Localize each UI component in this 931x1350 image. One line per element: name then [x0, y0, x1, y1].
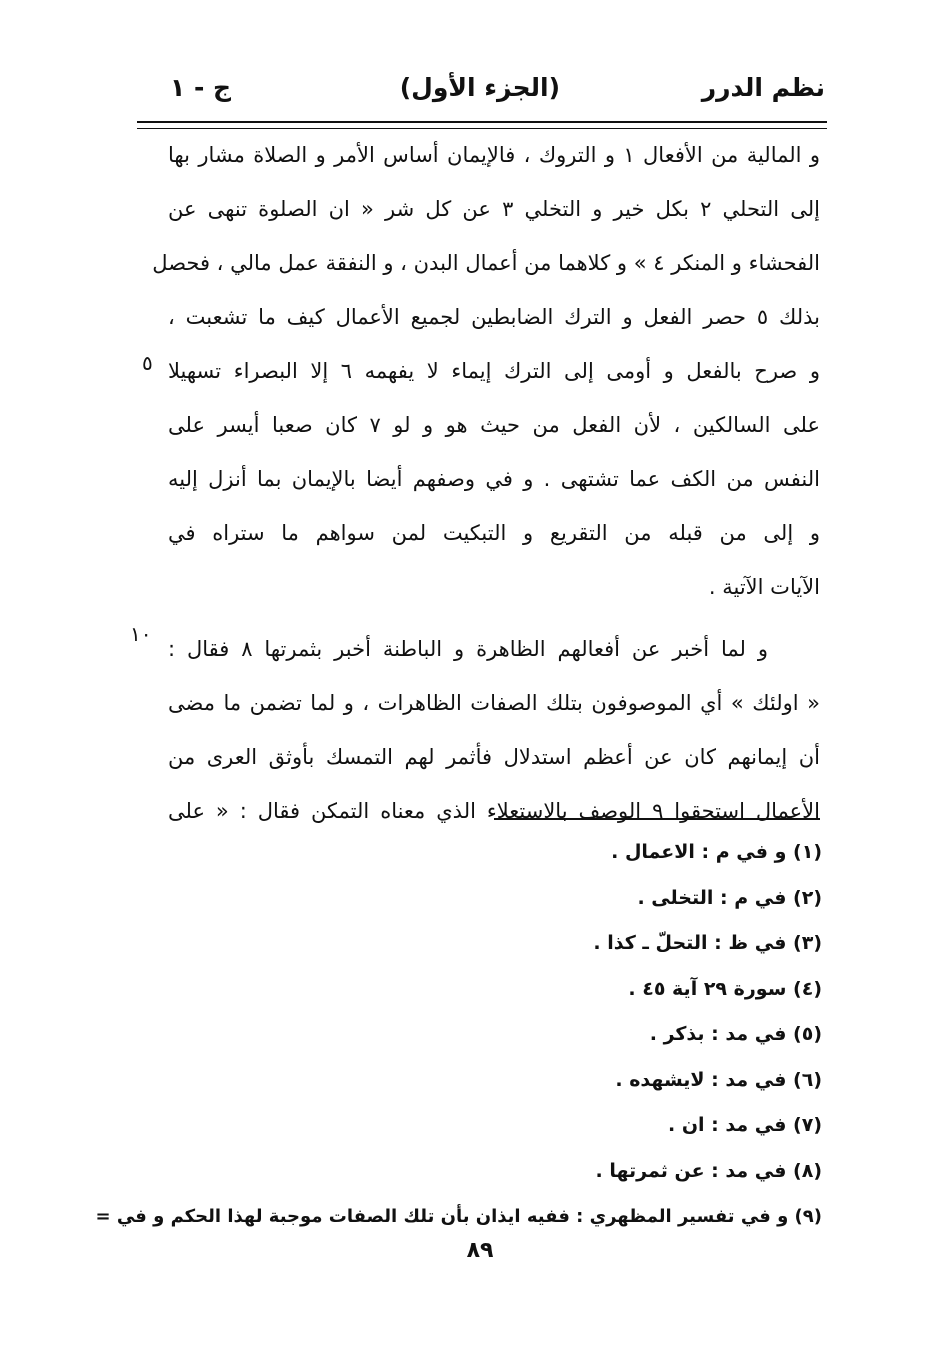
page-number: ٨٩ — [466, 1238, 494, 1263]
footnote-item: (٨) في مد : عن ثمرتها . — [595, 1159, 822, 1182]
footnote-item: (٧) في مد : ان . — [667, 1114, 822, 1136]
part-title: (الجزء الأول) — [399, 73, 560, 102]
footnote-divider — [494, 818, 820, 820]
text-line: على السالكين ، لأن الفعل من حيث هو و لو ٧ كان صعبا أيسر على — [168, 413, 820, 437]
line-number-10: ١٠ — [130, 622, 152, 646]
text-line: و إلى من قبله من التقريع و التبكيت لمن سواهم ما ستراه في — [168, 521, 820, 545]
footnote-item: (٩) و في تفسير المظهري : ففيه ايذان بأن تلك الصفات موجبة لهذا الحكم و في = — [95, 1206, 822, 1227]
line-number-5: ٥ — [142, 351, 153, 375]
footnote-item: (٣) في ظ : التحلّ ـ كذا . — [593, 932, 822, 954]
text-line: « اولئك » أي الموصوفون بتلك الصفات الظاهرات ، و لما تضمن ما مضى — [168, 691, 820, 715]
footnote-item: (٦) في مد : لايشهده . — [615, 1068, 822, 1091]
main-text — [152, 128, 820, 838]
text-line: و صرح بالفعل و أومى إلى الترك إيماء لا يفهمه ٦ إلا البصراء تسهيلا — [168, 359, 820, 383]
text-line: بذلك ٥ حصر الفعل و الترك الضابطين لجميع الأعمال كيف ما تشعبت ، — [168, 305, 820, 329]
text-line: الآيات الآتية . — [708, 575, 820, 599]
text-line: و لما أخبر عن أفعالهم الظاهرة و الباطنة أخبر بثمرتها ٨ فقال : — [168, 637, 768, 661]
text-line: إلى التحلي ٢ بكل خير و التخلي ٣ عن كل شر « ان الصلوة تنهى عن — [168, 197, 820, 221]
text-line: النفس من الكف عما تشتهى . و في وصفهم أيضا بالإيمان بما أنزل إليه — [168, 467, 820, 491]
footnote-item: (١) و في م : الاعمال . — [611, 841, 822, 863]
footnote-item: (٥) في مد : بذكر . — [649, 1023, 822, 1045]
text-line: و المالية من الأفعال ١ و التروك ، فالإيمان أساس الأمر و الصلاة مشار بها — [168, 143, 820, 167]
footnote-item: (٤) سورة ٢٩ آية ٤٥ . — [628, 977, 822, 1000]
book-title: نظم الدرر — [701, 73, 825, 102]
footnotes — [95, 830, 822, 1240]
footnote-item: (٢) في م : التخلى . — [637, 886, 822, 909]
page-header — [140, 68, 825, 112]
text-line: الأعمال استحقوا ٩ الوصف بالاستعلاء الذي معناه التمكن فقال : « على — [168, 799, 820, 823]
volume-label: ج - ١ — [170, 73, 232, 102]
text-line: أن إيمانهم كان عن أعظم استدلال فأثمر لهم التمسك بأوثق العرى من — [168, 745, 820, 769]
text-line: الفحشاء و المنكر ٤ » و كلاهما من أعمال البدن ، و النفقة عمل مالي ، فحصل — [152, 251, 820, 275]
